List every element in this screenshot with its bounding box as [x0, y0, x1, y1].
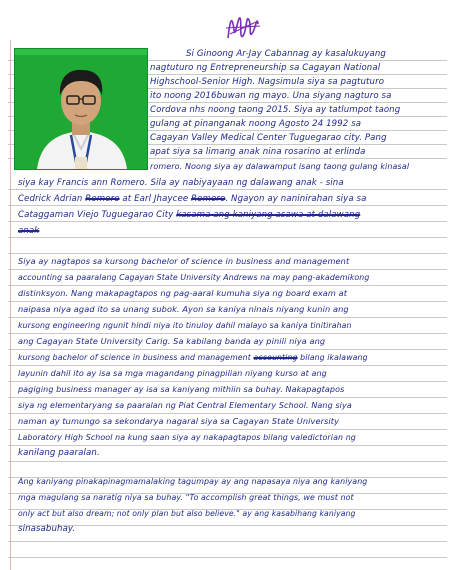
text-line: romero. Noong siya ay dalawamput isang taong gulang kinasal — [150, 162, 410, 171]
text-line: kanilang paaralan. — [18, 448, 100, 458]
text-line — [18, 351, 368, 364]
ruled-line — [8, 317, 447, 318]
ruled-line — [8, 445, 447, 446]
ruled-line — [8, 429, 447, 430]
text-fragment: at Earl Jhaycee — [119, 194, 192, 204]
ruled-line — [8, 541, 447, 542]
text-fragment: . Ngayon ay naninirahan siya sa — [225, 194, 367, 204]
text-line: ito noong 2016buwan ng mayo. Una siyang nagturo sa — [150, 91, 392, 101]
text-fragment: Cedrick Adrian — [18, 194, 86, 204]
ruled-line — [8, 333, 447, 334]
text-line: layunin dahil ito ay isa sa mga magandang pinagpilian niyang kurso at ang — [18, 369, 327, 378]
text-line: Cagayan Valley Medical Center Tuguegarao city. Pang — [150, 133, 387, 143]
text-line — [18, 209, 360, 222]
ruled-line — [8, 381, 447, 382]
text-line: Cordova nhs noong taong 2015. Siya ay tatlumpot taong — [150, 105, 401, 115]
text-line: only act but also dream; not only plan but also believe." ay ang kasabihang kaniyang — [18, 509, 356, 518]
text-line: Ang kaniyang pinakapinagmamalaking tagumpay ay ang napasaya niya ang kaniyang — [18, 477, 368, 486]
text-line: ang Cagayan State University Carig. Sa kabilang banda ay pinili niya ang — [18, 336, 326, 346]
portrait-photo — [14, 48, 148, 170]
ruled-line — [8, 301, 447, 302]
text-line: kursong engineering ngunit hindi niya ito tinuloy dahil malayo sa kaniya tinitirahan — [18, 321, 352, 330]
text-line: apat siya sa limang anak nina rosarino at erlinda — [150, 147, 366, 157]
struck-text: kasama ang kaniyang asawa at dalawang — [176, 210, 361, 220]
ruled-line — [8, 253, 447, 254]
ruled-line — [8, 237, 447, 238]
ruled-line — [8, 349, 447, 350]
text-line: naman ay tumungo sa sekondarya nagaral siya sa Cagayan State University — [18, 416, 340, 426]
ruled-line — [8, 413, 447, 414]
text-line: accounting sa paaralang Cagayan State University Andrews na may pang-akademikong — [18, 273, 370, 282]
struck-text: Romero — [85, 194, 120, 204]
ruled-line — [8, 285, 447, 286]
ruled-line — [8, 269, 447, 270]
text-line: Si Ginoong Ar-Jay Cabannag ay kasalukuyang — [186, 49, 386, 59]
struck-text: Romero — [191, 194, 226, 204]
text-line: sinasabuhay. — [18, 524, 76, 534]
ruled-line — [8, 461, 447, 462]
ruled-line — [8, 397, 447, 398]
text-line: Siya ay nagtapos sa kursong bachelor of science in business and management — [18, 256, 350, 266]
text-line: distinksyon. Nang makapagtapos ng pag-aaral kumuha siya ng board exam at — [18, 288, 348, 298]
text-line: pagiging business manager ay isa sa kaniyang mithiin sa buhay. Nakapagtapos — [18, 385, 345, 394]
signature-scribble — [222, 10, 264, 46]
text-line — [18, 193, 366, 206]
text-line: naipasa niya agad ito sa unang subok. Ayon sa kaniya ninais niyang kunin ang — [18, 304, 349, 314]
text-line: nagtuturo ng Entrepreneurship sa Cagayan National — [150, 63, 381, 73]
ruled-line — [8, 365, 447, 366]
struck-text: accounting — [253, 353, 298, 362]
text-line: siya kay Francis ann Romero. Sila ay nabiyayaan ng dalawang anak - sina — [18, 178, 344, 188]
text-line: siya ng elementaryang sa paaralan ng Piat Central Elementary School. Nang siya — [18, 401, 352, 410]
struck-text: anak — [18, 226, 40, 236]
text-line: Highschool-Senior High. Nagsimula siya sa pagtuturo — [150, 77, 385, 87]
text-line — [18, 225, 39, 238]
ruled-line — [8, 557, 447, 558]
text-line: mga magulang sa naratig niya sa buhay. "To accomplish great things, we must not — [18, 493, 354, 502]
text-line: gulang at pinanganak noong Agosto 24 1992 sa — [150, 119, 362, 129]
text-fragment: Cataggaman Viejo Tuguegarao City — [18, 210, 177, 220]
margin-line — [10, 40, 11, 570]
text-line: Laboratory High School na kung saan siya ay nakapagtapos bilang valedictorian ng — [18, 433, 356, 442]
text-fragment: bilang ikalawang — [297, 353, 368, 362]
text-fragment: kursong bachelor of science in business and management — [18, 353, 254, 362]
